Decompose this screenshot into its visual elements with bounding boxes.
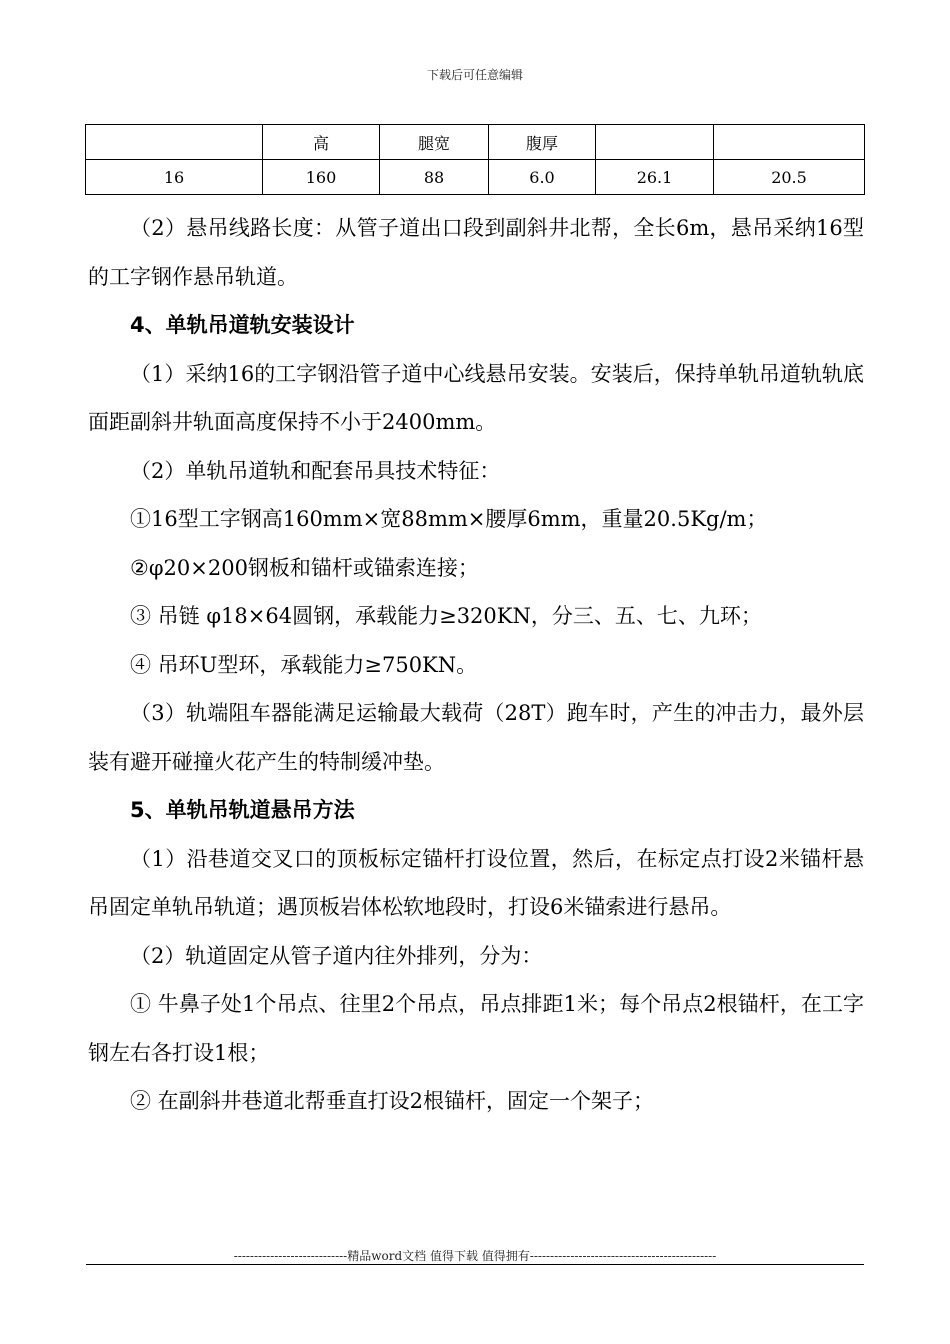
paragraph: （3）轨端阻车器能满足运输最大载荷（28T）跑车时，产生的冲击力，最外层装有避开碰撞火花产生的特制缓冲垫。 [88, 701, 864, 774]
table-cell: 26.1 [596, 160, 714, 195]
spec-table [85, 124, 865, 195]
paragraph: ④ 吊环U型环，承载能力≥750KN。 [130, 652, 478, 677]
table-cell: 16 [86, 160, 263, 195]
table-row [86, 125, 865, 160]
paragraph: ①16型工字钢高160mm×宽88mm×腰厚6mm，重量20.5Kg/m； [130, 507, 768, 531]
paragraph: ① 牛鼻子处1个吊点、往里2个吊点，吊点排距1米；每个吊点2根锚杆，在工字钢左右各打设1根； [88, 992, 864, 1065]
paragraph: ② 在副斜井巷道北帮垂直打设2根锚杆，固定一个架子； [130, 1089, 655, 1113]
table-cell: 20.5 [714, 160, 865, 195]
paragraph: （2）单轨吊道轨和配套吊具技术特征： [130, 458, 501, 483]
table-cell [86, 125, 263, 160]
paragraph: ②φ20×200钢板和锚杆或锚索连接； [130, 555, 479, 580]
paragraph: （1）采纳16的工字钢沿管子道中心线悬吊安装。安装后，保持单轨吊道轨轨底面距副斜井轨面高度保持不小于2400mm。 [88, 361, 864, 434]
paragraph: （1）沿巷道交叉口的顶板标定锚杆打设位置，然后，在标定点打设2米锚杆悬吊固定单轨吊轨道；遇顶板岩体松软地段时，打设6米锚索进行悬吊。 [88, 846, 864, 919]
document-body [88, 204, 864, 1126]
header-note: 下载后可任意编辑 [426, 68, 523, 82]
table-cell [714, 125, 865, 160]
table-cell: 腿宽 [380, 125, 489, 160]
table-cell: 6.0 [489, 160, 596, 195]
table-row [86, 160, 865, 195]
table-cell: 高 [263, 125, 380, 160]
paragraph: （2）悬吊线路长度：从管子道出口段到副斜井北帮，全长6m，悬吊采纳16型的工字钢作悬吊轨道。 [88, 216, 864, 289]
section-heading: 5、单轨吊轨道悬吊方法 [130, 798, 355, 822]
table-cell: 88 [380, 160, 489, 195]
footer-note: ----------------------------精品word文档 值得下载 值得拥有---------------------------------------------- [233, 1249, 717, 1263]
table-cell: 160 [263, 160, 380, 195]
table-cell: 腹厚 [489, 125, 596, 160]
paragraph: ③ 吊链 φ18×64圆钢，承载能力≥320KN，分三、五、七、九环； [130, 604, 762, 628]
paragraph: （2）轨道固定从管子道内往外排列，分为： [130, 943, 543, 968]
footer-divider [86, 1264, 864, 1265]
table-cell [596, 125, 714, 160]
section-heading: 4、单轨吊道轨安装设计 [130, 313, 355, 337]
